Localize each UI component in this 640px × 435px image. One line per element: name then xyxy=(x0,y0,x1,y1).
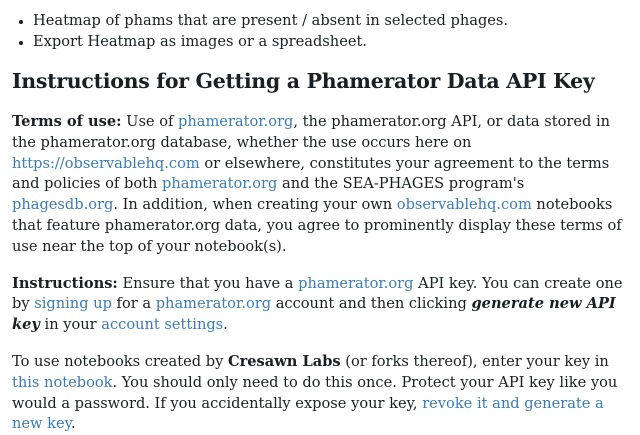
phagesdb-link[interactable]: phagesdb.org xyxy=(12,196,114,214)
text: . In addition, when creating your own xyxy=(113,196,397,214)
sign-up-link[interactable]: signing up xyxy=(34,295,112,313)
observablehq-link[interactable]: observablehq.com xyxy=(396,196,532,214)
terms-label: Terms of use: xyxy=(12,113,122,130)
instructions-label: Instructions: xyxy=(12,274,118,292)
text: . You should only need to do this once. Protect your API key like you would a password. If you accidentally expose your key, xyxy=(12,373,618,412)
phamerator-link[interactable]: phamerator.org xyxy=(155,295,272,313)
org-name: Cresawn Labs xyxy=(227,352,341,370)
generate-key-emphasis: generate new API key xyxy=(12,295,616,334)
phamerator-link[interactable]: phamerator.org xyxy=(162,175,278,193)
text: To use notebooks created by xyxy=(12,352,228,370)
list-item: • Heatmap of phams that are present / absent in selected phages. xyxy=(33,10,628,31)
text: , the phamerator.org API, or data stored in the phamerator.org database, whether the use occurs here on xyxy=(12,113,611,151)
text: and the SEA-PHAGES program's xyxy=(277,175,525,193)
text: . xyxy=(70,415,76,433)
this-notebook-link[interactable]: this notebook xyxy=(12,373,113,391)
terms-of-use-paragraph xyxy=(12,112,628,258)
text: or elsewhere, constitutes your agreement to the terms and policies of both xyxy=(12,154,610,193)
account-settings-link[interactable]: account settings xyxy=(101,316,224,334)
text: Ensure that you have a xyxy=(117,274,299,292)
list-item: • Export Heatmap as images or a spreadsheet. xyxy=(33,31,628,52)
feature-list xyxy=(12,0,628,52)
section-heading: Instructions for Getting a Phamerator Data API Key xyxy=(12,69,595,93)
phamerator-link[interactable]: phamerator.org xyxy=(298,274,414,292)
text: . xyxy=(223,316,228,334)
text: notebooks that feature phamerator.org data, you agree to prominently display these terms of use near the top of your notebook(s). xyxy=(12,196,622,255)
text: Use of xyxy=(121,113,179,130)
text: account and then clicking xyxy=(271,295,472,313)
text: in your xyxy=(39,316,102,334)
text: for a xyxy=(111,295,156,313)
forks-paragraph xyxy=(12,352,628,435)
revoke-key-link[interactable]: revoke it and generate a new key xyxy=(12,394,604,433)
phamerator-link[interactable]: phamerator.org xyxy=(178,113,294,130)
observablehq-link[interactable]: https://observablehq.com xyxy=(12,154,200,172)
instructions-paragraph xyxy=(12,274,628,336)
text: (or forks thereof), enter your key in xyxy=(340,352,609,370)
text: API key. You can create one by xyxy=(12,274,623,313)
